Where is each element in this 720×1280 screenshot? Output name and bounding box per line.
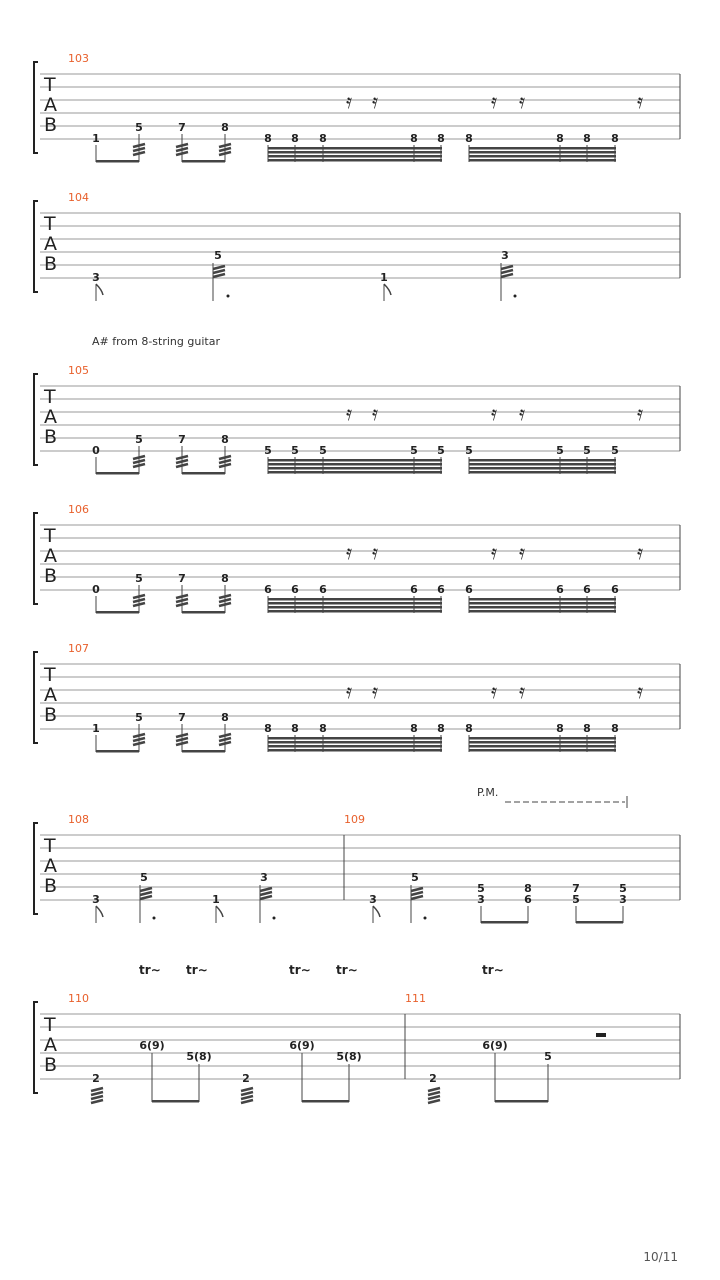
- rest-marks: [346, 89, 643, 113]
- tab-letter-b: B: [44, 426, 58, 448]
- fret-number: 6(9): [482, 1039, 508, 1052]
- fret-number: 6: [524, 893, 532, 906]
- staff-bracket: [34, 374, 38, 465]
- rest: 𝄿: [372, 89, 379, 113]
- fret-number: 6: [410, 583, 418, 596]
- rest: 𝄿: [637, 89, 644, 113]
- measure-number: 111: [405, 992, 426, 1005]
- fret-number: 5: [465, 444, 473, 457]
- tremolo-slashes: [133, 595, 231, 606]
- fret-number: 8: [410, 132, 418, 145]
- fret-number: 6: [319, 583, 327, 596]
- dots: [227, 295, 517, 298]
- palm-mute-label: P.M.: [477, 786, 499, 799]
- stems: [96, 885, 623, 923]
- tab-staff: [30, 362, 690, 477]
- measure-number: 109: [344, 813, 365, 826]
- fret-number: 6: [611, 583, 619, 596]
- measure-number: 105: [68, 364, 89, 377]
- beams: [96, 598, 616, 614]
- fret-number: 8: [264, 132, 272, 145]
- stems: [96, 263, 501, 301]
- palm-mute-line: [505, 795, 630, 809]
- rest: 𝄿: [637, 679, 644, 703]
- a-sharp-annotation: A# from 8-string guitar: [92, 335, 220, 348]
- tab-letter-b: B: [44, 875, 58, 897]
- fret-number: 8: [221, 711, 229, 724]
- fret-number: 5: [135, 572, 143, 585]
- fret-number: 6: [291, 583, 299, 596]
- trill-label: tr: [482, 963, 494, 977]
- tab-staff: [30, 640, 690, 755]
- fret-number: 3: [501, 249, 509, 262]
- staff-lines: [40, 213, 680, 278]
- tab-letter-b: B: [44, 114, 58, 136]
- fret-number: 1: [92, 722, 100, 735]
- tab-letter-a: A: [44, 1034, 57, 1056]
- rest: 𝄿: [637, 401, 644, 425]
- fret-number: 8: [264, 722, 272, 735]
- trill-mark: tr∼: [336, 963, 358, 977]
- fret-number: 6: [465, 583, 473, 596]
- rest: 𝄿: [372, 679, 379, 703]
- half-rest: [596, 1033, 606, 1037]
- rest: 𝄿: [637, 540, 644, 564]
- fret-number: 8: [583, 722, 591, 735]
- trill-mark: tr∼: [482, 963, 504, 977]
- fret-number: 8: [221, 572, 229, 585]
- rest: 𝄿: [519, 679, 526, 703]
- fret-number: 6(9): [289, 1039, 315, 1052]
- fret-number: 5: [572, 893, 580, 906]
- rest: 𝄿: [519, 401, 526, 425]
- fret-number: 3: [260, 871, 268, 884]
- page-number: 10/11: [643, 1250, 678, 1264]
- fret-number: 5: [611, 444, 619, 457]
- fret-number: 5: [437, 444, 445, 457]
- fret-number: 2: [242, 1072, 250, 1085]
- fret-number: 8: [465, 722, 473, 735]
- staff-bracket: [34, 823, 38, 914]
- fret-number: 8: [556, 132, 564, 145]
- fret-number: 8: [437, 722, 445, 735]
- fret-number: 3: [92, 271, 100, 284]
- fret-number: 5: [135, 433, 143, 446]
- rest: 𝄿: [491, 540, 498, 564]
- measure-number: 106: [68, 503, 89, 516]
- fret-number: 3: [92, 893, 100, 906]
- fret-number: 6(9): [139, 1039, 165, 1052]
- tab-letter-a: A: [44, 545, 57, 567]
- tab-letter-t: T: [44, 1014, 56, 1036]
- fret-number: 8: [611, 722, 619, 735]
- beams: [481, 921, 623, 924]
- fret-number: 8: [291, 722, 299, 735]
- fret-number: 7: [572, 882, 580, 895]
- trill-mark: tr∼: [289, 963, 311, 977]
- fret-number: 1: [380, 271, 388, 284]
- tremolo-slashes: [213, 266, 513, 277]
- tab-letter-a: A: [44, 94, 57, 116]
- fret-number: 5: [583, 444, 591, 457]
- rest: 𝄿: [346, 89, 353, 113]
- rest: 𝄿: [346, 679, 353, 703]
- tab-letter-t: T: [44, 213, 56, 235]
- staff-bracket: [34, 1002, 38, 1093]
- fret-number: 3: [477, 893, 485, 906]
- fret-number: 5: [291, 444, 299, 457]
- measure-number: 103: [68, 52, 89, 65]
- fret-number: 5: [140, 871, 148, 884]
- tremolo-slashes: [133, 456, 231, 467]
- trill-label: tr: [186, 963, 198, 977]
- dots: [153, 917, 427, 920]
- fret-number: 8: [221, 433, 229, 446]
- tab-staff: [30, 189, 690, 309]
- fret-number: 6: [264, 583, 272, 596]
- fret-number: 5: [135, 711, 143, 724]
- rest-marks: [346, 401, 643, 425]
- rest: 𝄿: [491, 679, 498, 703]
- fret-number: 7: [178, 572, 186, 585]
- fret-number: 7: [178, 121, 186, 134]
- trill-label: tr: [336, 963, 348, 977]
- tab-letter-t: T: [44, 664, 56, 686]
- rest: 𝄿: [491, 89, 498, 113]
- tab-staff: [30, 811, 690, 931]
- tremolo-slashes: [91, 1088, 440, 1103]
- fret-number: 7: [178, 711, 186, 724]
- measure-number: 110: [68, 992, 89, 1005]
- tremolo-slashes: [133, 734, 231, 745]
- rest: 𝄿: [372, 401, 379, 425]
- fret-number: 5: [556, 444, 564, 457]
- fret-number: 8: [437, 132, 445, 145]
- fret-number: 5: [319, 444, 327, 457]
- tab-letter-t: T: [44, 835, 56, 857]
- flags: [96, 284, 391, 295]
- staff-lines: [40, 1014, 680, 1079]
- fret-number: 6: [583, 583, 591, 596]
- beams: [152, 1100, 548, 1103]
- rest: 𝄿: [346, 540, 353, 564]
- staff-bracket: [34, 652, 38, 743]
- rest-marks: [346, 679, 643, 703]
- beams: [96, 147, 616, 163]
- fret-number: 5(8): [336, 1050, 362, 1063]
- trill-label: tr: [289, 963, 301, 977]
- tab-system-108-109: [30, 811, 690, 926]
- tab-letter-t: T: [44, 525, 56, 547]
- tab-system-105: [30, 362, 690, 472]
- fret-number: 2: [429, 1072, 437, 1085]
- fret-number: 0: [92, 583, 100, 596]
- staff-bracket: [34, 62, 38, 153]
- staff-lines: [40, 835, 680, 900]
- tab-staff: [30, 50, 690, 165]
- fret-number: 1: [212, 893, 220, 906]
- fret-number: 8: [221, 121, 229, 134]
- fret-number: 8: [319, 722, 327, 735]
- tab-letter-a: A: [44, 233, 57, 255]
- tab-system-110-111: [30, 990, 690, 1105]
- fret-number: 8: [556, 722, 564, 735]
- staff-bracket: [34, 513, 38, 604]
- tab-letter-b: B: [44, 704, 58, 726]
- trill-mark: tr∼: [186, 963, 208, 977]
- fret-number: 8: [465, 132, 473, 145]
- fret-number: 5(8): [186, 1050, 212, 1063]
- tab-system-104: [30, 189, 690, 304]
- fret-number: 5: [135, 121, 143, 134]
- tab-staff: [30, 501, 690, 616]
- tremolo-slashes: [140, 888, 423, 899]
- rest: 𝄿: [346, 401, 353, 425]
- fret-number: 6: [437, 583, 445, 596]
- fret-number: 5: [410, 444, 418, 457]
- trill-label: tr: [139, 963, 151, 977]
- fret-number: 5: [411, 871, 419, 884]
- fret-number: 5: [544, 1050, 552, 1063]
- tab-letter-t: T: [44, 74, 56, 96]
- fret-number: 5: [619, 882, 627, 895]
- fret-number: 3: [369, 893, 377, 906]
- tab-letter-a: A: [44, 406, 57, 428]
- rest: 𝄿: [491, 401, 498, 425]
- tab-system-103: [30, 50, 690, 160]
- fret-number: 7: [178, 433, 186, 446]
- tab-letter-a: A: [44, 684, 57, 706]
- fret-number: 8: [611, 132, 619, 145]
- fret-number: 2: [92, 1072, 100, 1085]
- tab-staff: [30, 990, 690, 1110]
- beams: [96, 737, 616, 753]
- tab-letter-b: B: [44, 565, 58, 587]
- fret-number: 8: [319, 132, 327, 145]
- tab-letter-b: B: [44, 253, 58, 275]
- rest: 𝄿: [372, 540, 379, 564]
- fret-number: 5: [477, 882, 485, 895]
- fret-number: 1: [92, 132, 100, 145]
- trill-mark: tr∼: [139, 963, 161, 977]
- fret-number: 8: [524, 882, 532, 895]
- tab-letter-a: A: [44, 855, 57, 877]
- tab-system-107: [30, 640, 690, 750]
- fret-number: 3: [619, 893, 627, 906]
- tremolo-slashes: [133, 144, 231, 155]
- tab-letter-t: T: [44, 386, 56, 408]
- fret-number: 6: [556, 583, 564, 596]
- tab-system-106: [30, 501, 690, 611]
- fret-number: 5: [264, 444, 272, 457]
- rest: 𝄿: [519, 540, 526, 564]
- fret-number: 8: [410, 722, 418, 735]
- measure-number: 107: [68, 642, 89, 655]
- fret-number: 5: [214, 249, 222, 262]
- measure-number: 108: [68, 813, 89, 826]
- rest-marks: [346, 540, 643, 564]
- fret-number: 8: [291, 132, 299, 145]
- fret-number: 8: [583, 132, 591, 145]
- tab-letter-b: B: [44, 1054, 58, 1076]
- fret-number: 0: [92, 444, 100, 457]
- flags: [96, 906, 380, 917]
- staff-bracket: [34, 201, 38, 292]
- beams: [96, 459, 616, 475]
- measure-number: 104: [68, 191, 89, 204]
- rest: 𝄿: [519, 89, 526, 113]
